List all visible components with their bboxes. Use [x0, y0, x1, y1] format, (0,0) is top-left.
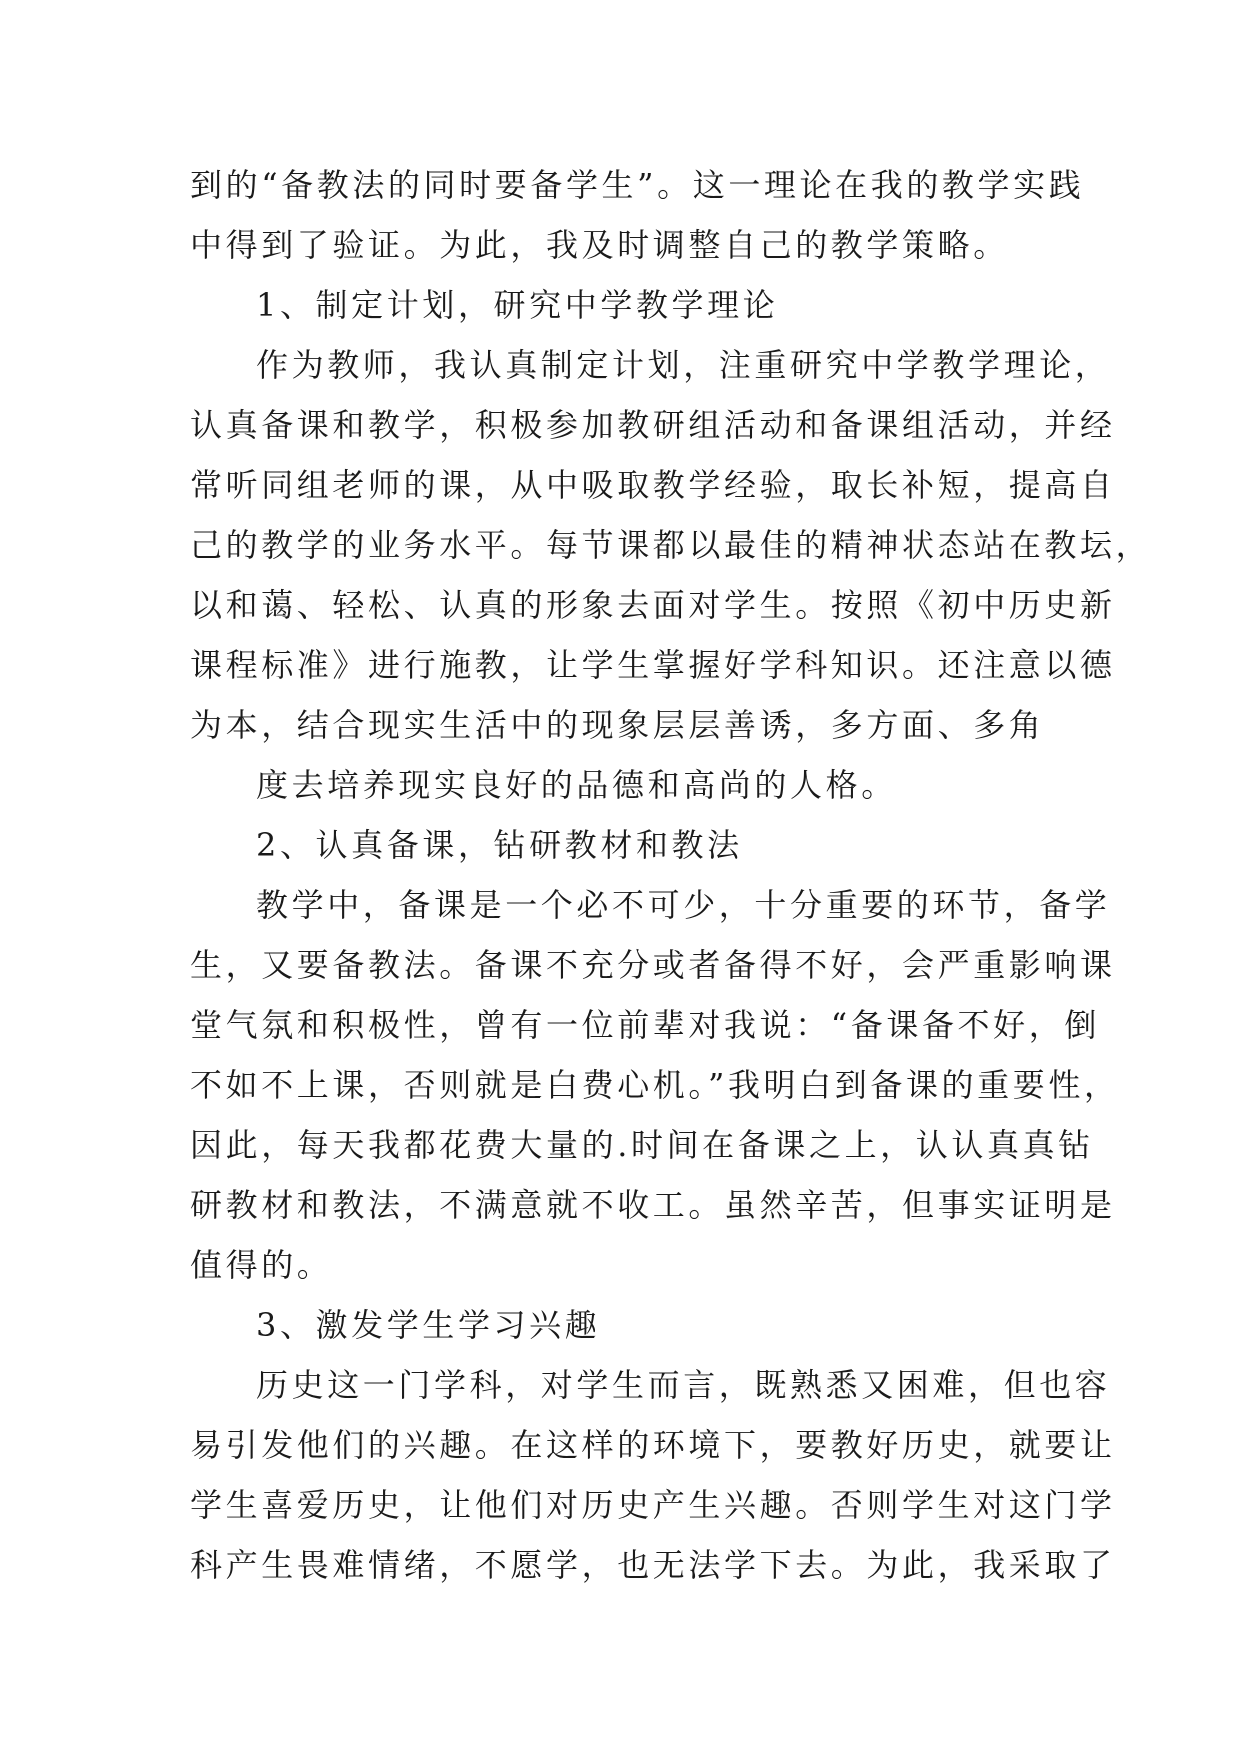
- section-heading: 2、认真备课，钻研教材和教法: [256, 826, 743, 864]
- text-line: 到的“备教法的同时要备学生”。这一理论在我的教学实践: [190, 166, 1085, 204]
- text-line: 度去培养现实良好的品德和高尚的人格。: [256, 766, 897, 804]
- text-line: 以和蔼、轻松、认真的形象去面对学生。按照《初中历史新: [190, 586, 1116, 624]
- section-heading: 1、制定计划，研究中学教学理论: [256, 286, 779, 324]
- text-line: 己的教学的业务水平。每节课都以最佳的精神状态站在教坛，: [190, 526, 1152, 564]
- text-line: 课程标准》进行施教，让学生掌握好学科知识。还注意以德: [190, 646, 1116, 684]
- text-line: 研教材和教法，不满意就不收工。虽然辛苦，但事实证明是: [190, 1186, 1116, 1224]
- paragraph-start: 历史这一门学科，对学生而言，既熟悉又困难，但也容: [256, 1366, 1111, 1404]
- text-line: 生，又要备教法。备课不充分或者备得不好，会严重影响课: [190, 946, 1116, 984]
- text-line: 认真备课和教学，积极参加教研组活动和备课组活动，并经: [190, 406, 1116, 444]
- text-line: 为本，结合现实生活中的现象层层善诱，多方面、多角: [190, 706, 1045, 744]
- text-line: 学生喜爱历史，让他们对历史产生兴趣。否则学生对这门学: [190, 1486, 1116, 1524]
- text-line: 因此，每天我都花费大量的.时间在备课之上，认认真真钻: [190, 1126, 1094, 1164]
- text-line: 不如不上课，否则就是白费心机。”我明白到备课的重要性，: [190, 1066, 1120, 1104]
- text-line: 值得的。: [190, 1246, 333, 1284]
- text-line: 堂气氛和积极性，曾有一位前辈对我说：“备课备不好，倒: [190, 1006, 1100, 1044]
- paragraph-start: 教学中，备课是一个必不可少，十分重要的环节，备学: [256, 886, 1111, 924]
- text-line: 中得到了验证。为此，我及时调整自己的教学策略。: [190, 226, 1009, 264]
- text-line: 常听同组老师的课，从中吸取教学经验，取长补短，提高自: [190, 466, 1116, 504]
- paragraph-start: 作为教师，我认真制定计划，注重研究中学教学理论，: [256, 346, 1111, 384]
- section-heading: 3、激发学生学习兴趣: [256, 1306, 601, 1344]
- text-line: 易引发他们的兴趣。在这样的环境下，要教好历史，就要让: [190, 1426, 1116, 1464]
- text-line: 科产生畏难情绪，不愿学，也无法学下去。为此，我采取了: [190, 1546, 1116, 1584]
